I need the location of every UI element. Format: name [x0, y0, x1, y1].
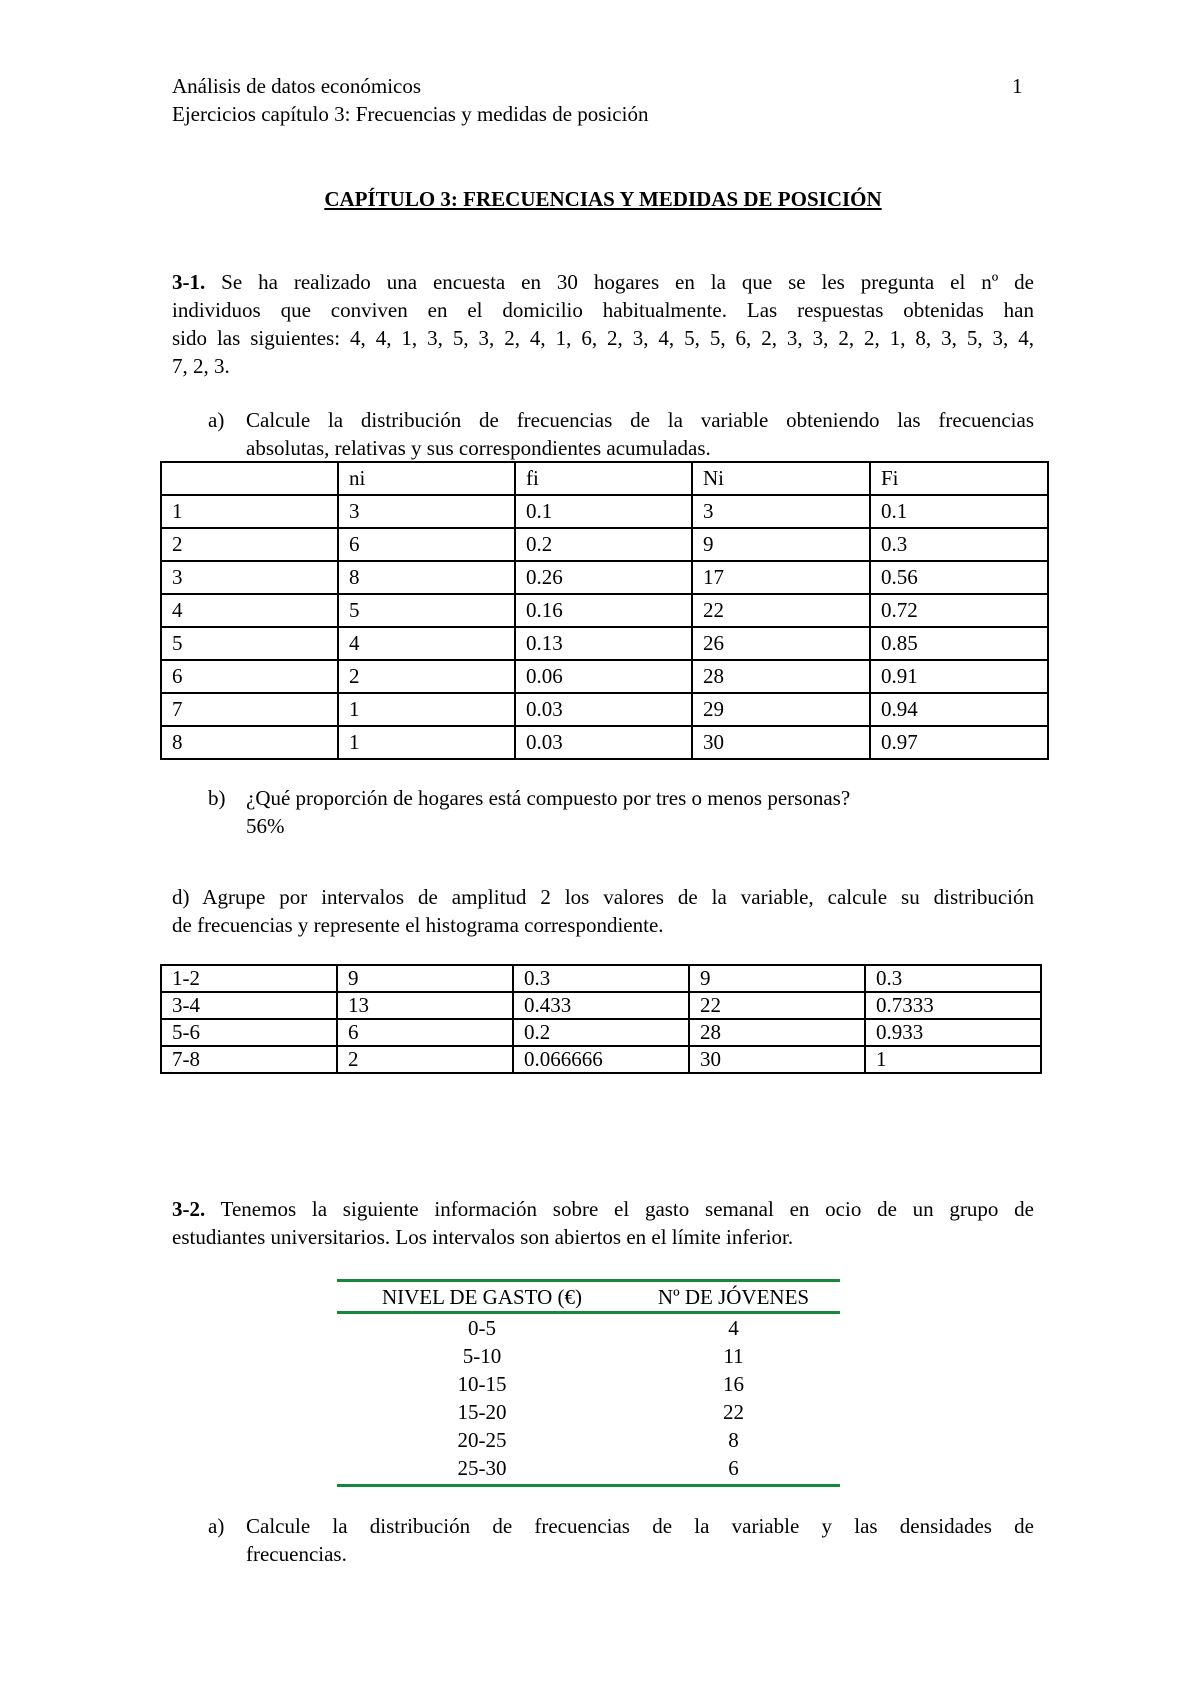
ex1-b-label: b) — [208, 786, 226, 810]
ex1-line-4: 7, 2, 3. — [172, 354, 230, 378]
table-bottom-rule — [337, 1484, 840, 1487]
frequency-table-header: ni fi Ni Fi — [161, 462, 1048, 495]
ex2-line-1: 3-2. Tenemos la siguiente información sobre el gasto semanal en ocio de un grupo de — [172, 1197, 1034, 1221]
ex2-number: 3-2. — [172, 1197, 206, 1221]
table-row: 7 1 0.03 29 0.94 — [161, 693, 1048, 726]
spending-level: 25-30 — [457, 1456, 507, 1480]
ex1-line-3: sido las siguientes: 4, 4, 1, 3, 5, 3, 2, 4, 1, 6, 2, 3, 4, 5, 5, 6, 2, 3, 3, 2, 2, 1, 8, 3, 5, 3, 4, — [172, 326, 1034, 350]
table-row: 8 1 0.03 30 0.97 — [161, 726, 1048, 759]
spending-count: 22 — [723, 1400, 744, 1424]
table-row: 1-2 9 0.3 9 0.3 — [161, 965, 1041, 992]
table-row: 3-4 13 0.433 22 0.7333 — [161, 992, 1041, 1019]
table-row: 5 4 0.13 26 0.85 — [161, 627, 1048, 660]
ex1-a-line-1: Calcule la distribución de frecuencias de la variable obteniendo las frecuencias — [246, 408, 1034, 432]
ex1-b-answer: 56% — [246, 814, 285, 838]
table-row: 3 8 0.26 17 0.56 — [161, 561, 1048, 594]
spending-level: 0-5 — [468, 1316, 496, 1340]
chapter-title: CAPÍTULO 3: FRECUENCIAS Y MEDIDAS DE POSICIÓN — [324, 187, 882, 211]
spending-count: 8 — [728, 1428, 739, 1452]
ex2-a-line-2: frecuencias. — [246, 1542, 347, 1566]
ex1-number: 3-1. — [172, 270, 206, 294]
spending-count: 16 — [723, 1372, 744, 1396]
ex2-line-2: estudiantes universitarios. Los intervalos son abiertos en el límite inferior. — [172, 1225, 794, 1249]
header-course: Análisis de datos económicos — [172, 74, 422, 98]
ex1-line-2: individuos que conviven en el domicilio habitualmente. Las respuestas obtenidas han — [172, 298, 1034, 322]
spending-count: 6 — [728, 1456, 739, 1480]
header-subtitle: Ejercicios capítulo 3: Frecuencias y medidas de posición — [172, 102, 649, 126]
grouped-frequency-table — [160, 964, 1042, 1074]
spending-count: 4 — [728, 1316, 739, 1340]
table-row: 4 5 0.16 22 0.72 — [161, 594, 1048, 627]
table-row: 1 3 0.1 3 0.1 — [161, 495, 1048, 528]
frequency-table — [160, 461, 1049, 760]
ex1-d-line-1: d) Agrupe por intervalos de amplitud 2 los valores de la variable, calcule su distribución — [172, 885, 1034, 909]
spending-level: 10-15 — [457, 1372, 507, 1396]
ex1-a-line-2: absolutas, relativas y sus correspondientes acumuladas. — [246, 436, 711, 460]
ex1-a-label: a) — [208, 408, 225, 432]
page-number: 1 — [1012, 74, 1023, 98]
table-top-rule — [337, 1279, 840, 1282]
table-row: 5-6 6 0.2 28 0.933 — [161, 1019, 1041, 1046]
spending-header-level: NIVEL DE GASTO (€) — [381, 1285, 583, 1309]
ex2-a-line-1: Calcule la distribución de frecuencias de la variable y las densidades de — [246, 1514, 1034, 1538]
spending-level: 15-20 — [457, 1400, 507, 1424]
table-row: 7-8 2 0.066666 30 1 — [161, 1046, 1041, 1073]
spending-header-count: Nº DE JÓVENES — [657, 1285, 810, 1309]
spending-count: 11 — [723, 1344, 744, 1368]
ex2-a-label: a) — [208, 1514, 225, 1538]
table-row: 2 6 0.2 9 0.3 — [161, 528, 1048, 561]
ex1-d-line-2: de frecuencias y represente el histograma correspondiente. — [172, 913, 664, 937]
ex1-line-1: 3-1. Se ha realizado una encuesta en 30 hogares en la que se les pregunta el nº de — [172, 270, 1034, 294]
spending-level: 20-25 — [457, 1428, 507, 1452]
ex1-b-question: ¿Qué proporción de hogares está compuesto por tres o menos personas? — [246, 786, 851, 810]
table-row: 6 2 0.06 28 0.91 — [161, 660, 1048, 693]
spending-level: 5-10 — [462, 1344, 502, 1368]
